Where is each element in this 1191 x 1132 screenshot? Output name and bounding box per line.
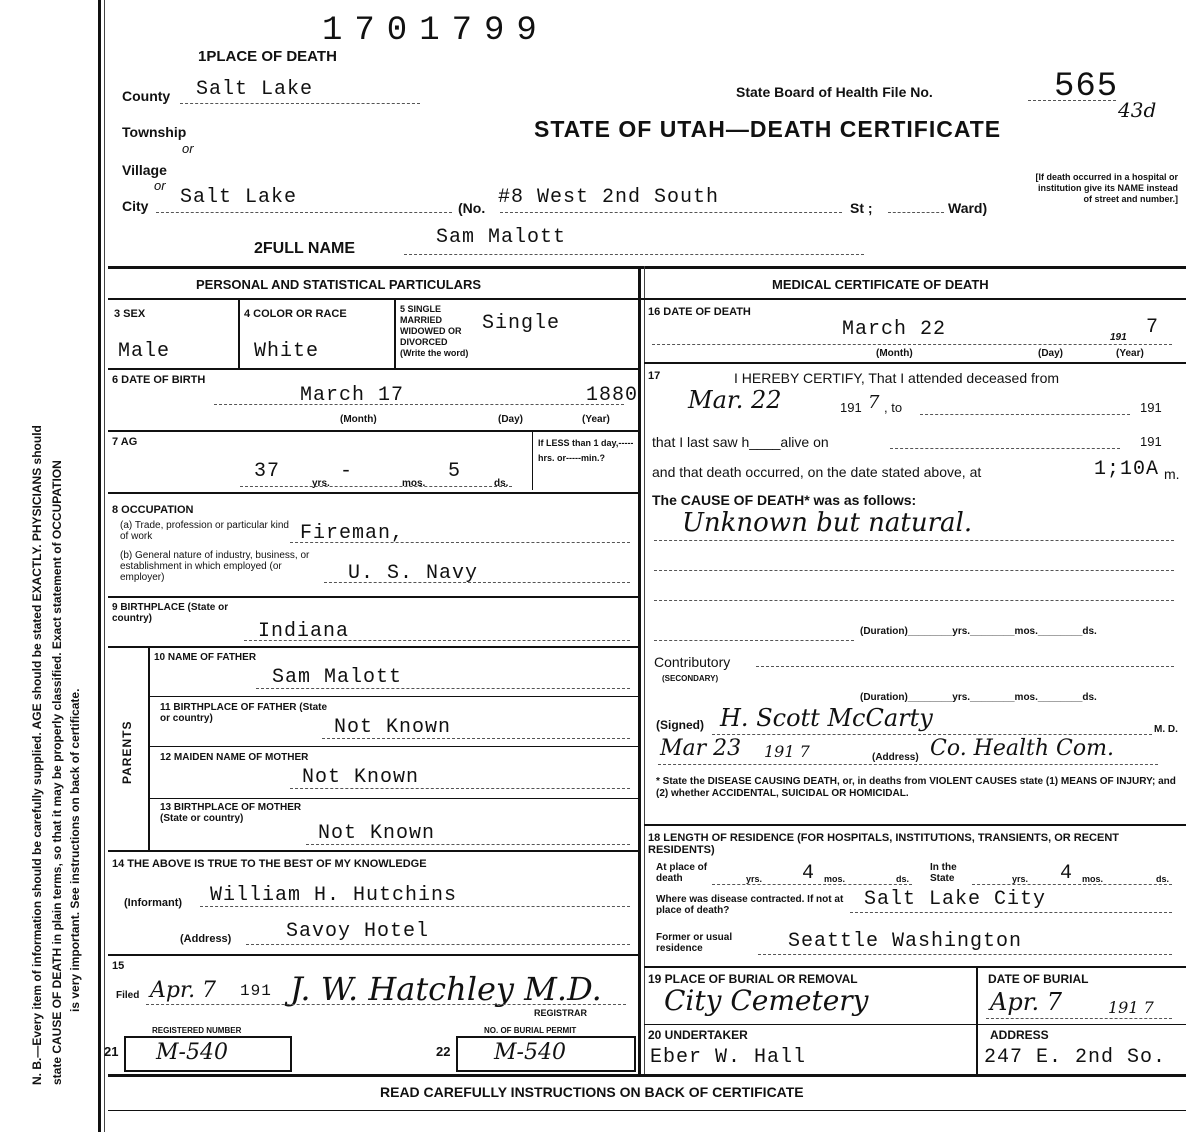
physician-signature: H. Scott McCarty — [720, 704, 933, 732]
disease-where-value: Salt Lake City — [864, 888, 1047, 911]
cause-duration-line — [654, 640, 854, 641]
mother-name-value: Not Known — [302, 766, 420, 789]
side-note-line1: N. B.—Every item of information should be carefully supplied. AGE should be stated EXACTLY. PHYSICIANS should — [30, 425, 44, 1085]
industry-label: (b) General nature of industry, business, or establishment in which employed (or employer) — [120, 550, 310, 583]
age-days: 5 — [448, 460, 462, 483]
certificate-serial-number: 1701799 — [322, 12, 549, 50]
mother-name-label: 12 MAIDEN NAME OF MOTHER — [160, 752, 309, 763]
occupation-label: 8 OCCUPATION — [112, 504, 194, 516]
informant-heading: 14 THE ABOVE IS TRUE TO THE BEST OF MY KNOWLEDGE — [112, 858, 427, 870]
county-value: Salt Lake — [196, 78, 314, 101]
informant-address-value: Savoy Hotel — [286, 920, 430, 943]
signature-date: Mar 23 — [660, 736, 742, 761]
contributory-line — [756, 666, 1174, 667]
informant-address-line — [246, 944, 630, 945]
row-occupation-bottom — [108, 596, 640, 598]
row-death-date-bottom — [644, 362, 1186, 364]
at-place-label: At place of death — [656, 862, 708, 884]
at-place-mos: mos. — [824, 874, 846, 884]
or-label-1: or — [182, 141, 194, 156]
row-medical-bottom — [644, 824, 1186, 826]
secondary-label: (SECONDARY) — [662, 674, 719, 683]
date-of-death-year-suffix: 7 — [1146, 316, 1160, 339]
registrar-label: REGISTRAR — [534, 1008, 588, 1018]
or-label-2: or — [154, 178, 166, 193]
former-residence-value: Seattle Washington — [788, 930, 1023, 953]
father-line — [256, 688, 630, 689]
signed-line — [712, 734, 1152, 735]
st-label: St ; — [850, 200, 873, 216]
death-month-label: (Month) — [876, 348, 913, 359]
medical-heading: MEDICAL CERTIFICATE OF DEATH — [772, 277, 989, 292]
row-sex-bottom — [108, 368, 640, 370]
cause-line-2 — [654, 570, 1174, 571]
row-father-bp-bottom — [148, 746, 640, 747]
state-file-number: 565 — [1054, 68, 1119, 106]
main-top-border — [108, 266, 1186, 269]
personal-heading: PERSONAL AND STATISTICAL PARTICULARS — [196, 277, 482, 292]
row-father-bottom — [148, 696, 640, 697]
street-value: #8 West 2nd South — [498, 186, 720, 209]
county-line — [180, 103, 420, 104]
street-line — [500, 212, 842, 213]
birthplace-label: 9 BIRTHPLACE (State or country) — [112, 602, 229, 624]
race-value: White — [254, 340, 320, 363]
father-name-label: 10 NAME OF FATHER — [154, 652, 257, 663]
certify-year-digit: 7 — [868, 392, 880, 413]
ward-label: Ward) — [948, 200, 988, 216]
date-of-death-label: 16 DATE OF DEATH — [648, 306, 751, 318]
dob-line — [214, 404, 624, 405]
parents-label: PARENTS — [120, 720, 134, 784]
burial-date-label: DATE OF BURIAL — [988, 972, 1089, 986]
in-state-mos: mos. — [1082, 874, 1104, 884]
city-label: City — [122, 198, 149, 214]
filed-year: 191 — [240, 982, 272, 1000]
age-mos-label: mos. — [402, 478, 426, 489]
at-place-months: 4 — [802, 862, 816, 885]
registered-number-label: REGISTERED NUMBER — [152, 1026, 242, 1035]
left-border — [98, 0, 101, 1132]
disease-where-label: Where was disease contracted. If not at place of death? — [656, 894, 844, 916]
last-saw-191: 191 — [1140, 434, 1162, 449]
row-burial-bottom — [644, 1024, 1186, 1025]
row-birthplace-bottom — [108, 646, 640, 648]
death-year-label: (Year) — [1116, 348, 1144, 359]
registered-number-value: M-540 — [156, 1040, 228, 1065]
informant-address-label: (Address) — [180, 933, 232, 945]
item-17-label: 17 — [648, 370, 661, 382]
at-place-ds: ds. — [896, 874, 910, 884]
certify-191-a: 191 — [840, 400, 862, 415]
age-years: 37 — [254, 460, 281, 483]
signature-address-line — [658, 764, 1158, 765]
death-time: 1;10A — [1094, 458, 1160, 481]
industry-value: U. S. Navy — [348, 562, 479, 585]
less-than-day-label: If LESS than 1 day,-----hrs. or-----min.? — [538, 438, 634, 463]
hospital-note: [If death occurred in a hospital or institution give its NAME instead of street and number.] — [1035, 172, 1178, 204]
row-informant-bottom — [108, 954, 640, 956]
left-border-inner — [104, 0, 105, 1132]
birthplace-line — [244, 640, 630, 641]
row-dob-bottom — [108, 430, 640, 432]
last-saw-text: that I last saw h____alive on — [652, 434, 829, 450]
date-of-death-year-prefix: 191 — [1110, 332, 1127, 343]
burial-permit-label: NO. OF BURIAL PERMIT — [484, 1026, 577, 1035]
dob-month-day: March 17 — [300, 384, 405, 407]
burial-year-value: 191 7 — [1108, 998, 1154, 1017]
full-name-line — [404, 254, 864, 255]
row-parents-bottom — [108, 850, 640, 852]
race-label: 4 COLOR OR RACE — [244, 308, 347, 320]
former-residence-label: Former or usual residence — [656, 932, 733, 954]
age-label: 7 AG — [112, 436, 138, 448]
row-age-bottom — [108, 492, 640, 494]
mother-birthplace-line — [306, 844, 630, 845]
industry-line — [324, 582, 630, 583]
dob-month-label: (Month) — [340, 414, 377, 425]
date-of-death-month-day: March 22 — [842, 318, 947, 341]
center-divider-inner — [644, 266, 645, 1074]
main-bottom-border — [108, 1074, 1186, 1077]
in-state-yrs: yrs. — [1012, 874, 1029, 884]
cause-of-death-value: Unknown but natural. — [682, 508, 973, 538]
certify-to-line — [920, 414, 1130, 415]
md-label: M. D. — [1154, 724, 1178, 735]
death-day-label: (Day) — [1038, 348, 1064, 359]
date-of-death-line — [652, 344, 1172, 345]
burial-divider — [976, 966, 978, 1074]
sex-label: 3 SEX — [114, 308, 146, 320]
informant-line — [200, 906, 630, 907]
mother-birthplace-value: Not Known — [318, 822, 436, 845]
race-marital-divider — [394, 300, 396, 368]
in-state-ds: ds. — [1156, 874, 1170, 884]
burial-place-label: 19 PLACE OF BURIAL OR REMOVAL — [648, 972, 858, 986]
side-note-line3: is very important. See instructions on back of certificate. — [68, 688, 82, 1012]
burial-date-line — [986, 1018, 1172, 1019]
mother-birthplace-label: 13 BIRTHPLACE OF MOTHER (State or country) — [160, 802, 302, 824]
sex-race-divider — [238, 300, 240, 368]
item-15-label: 15 — [112, 960, 125, 972]
certify-from-date: Mar. 22 — [688, 386, 782, 414]
full-name-value: Sam Malott — [436, 226, 567, 249]
county-label: County — [122, 88, 171, 104]
age-line — [240, 486, 512, 487]
last-saw-line — [890, 448, 1120, 449]
city-line — [156, 212, 452, 213]
trade-line — [290, 542, 630, 543]
row-mother-bottom — [148, 798, 640, 799]
item-22-label: 22 — [436, 1044, 451, 1059]
undertaker-address-label: ADDRESS — [990, 1028, 1049, 1042]
cause-duration-row: (Duration)________yrs.________mos.________ds. — [860, 626, 1097, 637]
former-residence-line — [758, 954, 1172, 955]
mother-line — [290, 788, 630, 789]
parents-divider — [148, 646, 150, 850]
marital-value: Single — [482, 312, 561, 335]
street-no-label: (No. — [458, 200, 486, 216]
in-state-months: 4 — [1060, 862, 1074, 885]
age-yrs-label: yrs. — [312, 478, 330, 489]
signed-label: (Signed) — [656, 718, 704, 732]
certify-text: I HEREBY CERTIFY, That I attended deceased from — [734, 370, 1060, 386]
age-months: - — [340, 460, 354, 483]
dob-label: 6 DATE OF BIRTH — [112, 374, 206, 386]
cause-line-3 — [654, 600, 1174, 601]
dob-day-label: (Day) — [498, 414, 524, 425]
death-occurred-text: and that death occurred, on the date stated above, at — [652, 464, 982, 480]
residence-label: 18 LENGTH OF RESIDENCE (FOR HOSPITALS, INSTITUTIONS, TRANSIENTS, OR RECENT RESIDENTS) — [648, 832, 1119, 856]
cause-line-1 — [654, 540, 1174, 541]
village-label: Village — [122, 162, 167, 178]
informant-label: (Informant) — [124, 897, 183, 909]
certify-191-b: 191 — [1140, 400, 1162, 415]
father-birthplace-line — [322, 738, 630, 739]
center-divider — [638, 266, 641, 1074]
trade-value: Fireman, — [300, 522, 405, 545]
footer-line — [108, 1110, 1186, 1111]
at-place-yrs: yrs. — [746, 874, 763, 884]
filed-date: Apr. 7 — [150, 978, 217, 1003]
trade-label: (a) Trade, profession or particular kind of work — [120, 520, 289, 542]
father-name-value: Sam Malott — [272, 666, 403, 689]
item-21-label: 21 — [104, 1044, 119, 1059]
side-note-line2: state CAUSE OF DEATH in plain terms, so that it may be properly classified. Exact statement of OCCUPATION — [50, 460, 64, 1085]
contributory-label: Contributory — [654, 654, 731, 670]
age-less-divider — [532, 432, 533, 490]
age-ds-label: ds. — [494, 478, 509, 489]
undertaker-address-value: 247 E. 2nd So. — [984, 1046, 1167, 1069]
state-disease-note: * State the DISEASE CAUSING DEATH, or, in deaths from VIOLENT CAUSES state (1) MEANS OF INJURY; and (2) whether ACCIDENTAL, SUICIDAL OR HOMICIDAL. — [656, 776, 1176, 799]
filed-line — [146, 1004, 626, 1005]
row-residence-bottom — [644, 966, 1186, 968]
heading-row-border — [108, 298, 1186, 300]
burial-permit-value: M-540 — [494, 1040, 566, 1065]
disease-where-line — [850, 912, 1172, 913]
burial-place-value: City Cemetery — [664, 984, 869, 1017]
undertaker-label: 20 UNDERTAKER — [648, 1028, 748, 1042]
city-value: Salt Lake — [180, 186, 298, 209]
filed-label: Filed — [116, 990, 140, 1001]
registrar-signature: J. W. Hatchley M.D. — [290, 970, 602, 1008]
signature-address: Co. Health Com. — [930, 736, 1114, 761]
township-label: Township — [122, 124, 187, 140]
undertaker-value: Eber W. Hall — [650, 1046, 807, 1069]
informant-value: William H. Hutchins — [210, 884, 458, 907]
cause-of-death-label: The CAUSE OF DEATH* was as follows: — [652, 492, 917, 508]
father-birthplace-value: Not Known — [334, 716, 452, 739]
certify-to-label: , to — [884, 400, 903, 415]
sex-value: Male — [118, 340, 171, 363]
father-birthplace-label: 11 BIRTHPLACE OF FATHER (State or country) — [160, 702, 328, 724]
in-state-label: In the State — [930, 862, 957, 884]
state-file-suffix: 43d — [1118, 98, 1157, 122]
birthplace-value: Indiana — [258, 620, 350, 643]
marital-label: 5 SINGLE MARRIED WIDOWED OR DIVORCED (Write the word) — [400, 304, 469, 358]
signature-year: 191 7 — [764, 742, 810, 761]
ward-line — [888, 212, 944, 213]
place-of-death-label: 1PLACE OF DEATH — [198, 48, 337, 65]
contributory-duration-row: (Duration)________yrs.________mos.________ds. — [860, 692, 1097, 703]
full-name-label: 2FULL NAME — [254, 240, 356, 257]
death-time-m-label: m. — [1164, 466, 1180, 482]
burial-date-value: Apr. 7 — [990, 988, 1063, 1016]
signature-address-label: (Address) — [872, 752, 919, 763]
dob-year-label: (Year) — [582, 414, 610, 425]
state-file-label: State Board of Health File No. — [736, 84, 933, 100]
footer-instructions: READ CAREFULLY INSTRUCTIONS ON BACK OF CERTIFICATE — [380, 1084, 804, 1100]
dob-year: 1880 — [586, 384, 639, 407]
certificate-title: STATE OF UTAH—DEATH CERTIFICATE — [534, 116, 1002, 142]
